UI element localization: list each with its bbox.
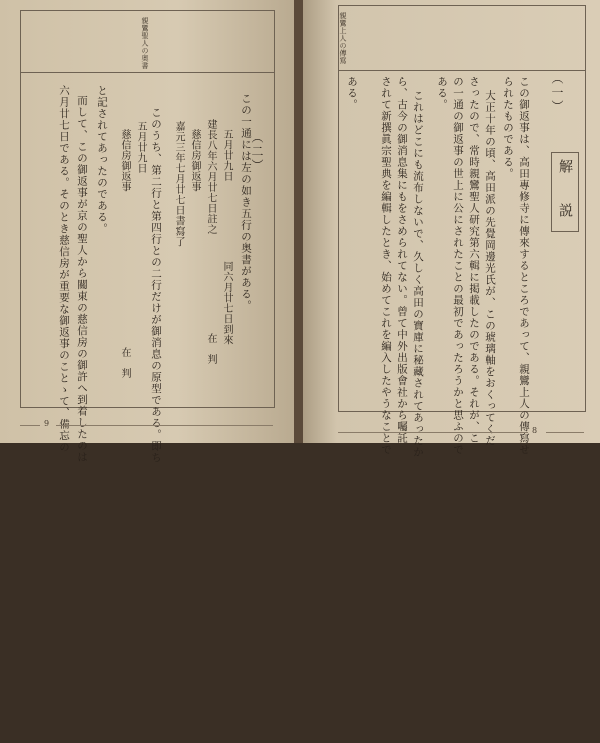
left-para1-date: 五月廿九日 xyxy=(135,121,146,174)
left-para1-close: と記されてあったのである。 xyxy=(96,85,108,235)
left-para1-sender: 慈信房御返事 xyxy=(119,129,130,192)
left-header-rule xyxy=(20,72,274,73)
colophon-sender: 慈信房御返事 xyxy=(189,129,200,192)
colophon-copied: 嘉元三年七月廿七日書寫了 xyxy=(173,121,184,247)
right-header-rule xyxy=(338,70,585,71)
right-line-5: の一通の御返事の世上に公にされたことの最初であったろうかと思ふので xyxy=(452,76,464,456)
right-section-marker: （一） xyxy=(550,72,564,114)
colophon-seal: 在 判 xyxy=(205,333,216,365)
commentary-title: 解 説 xyxy=(551,152,579,232)
right-line-6: ある。 xyxy=(436,76,448,111)
right-line-2: られたものである。 xyxy=(502,76,514,180)
colophon-date1: 五月廿九日 xyxy=(221,129,232,182)
right-line-1: この御返事は、高田專修寺に傳來するところであって、親鸞上人の傳寫せ xyxy=(518,76,530,456)
colophon-date2: 建長八年六月廿七日註之 xyxy=(205,119,216,235)
right-line-8: ら、古今の御消息集にもをさめられてない。曾て中外出版會社から囑託 xyxy=(396,76,408,444)
right-page-number: 8 xyxy=(532,426,538,435)
right-line-10: ある。 xyxy=(346,76,358,111)
right-line-7: これはどこにも流布しないで、久しく高田の寶庫に秘藏されてあったか xyxy=(412,90,424,458)
colophon-received: 同六月廿七日到來 xyxy=(221,261,232,345)
left-running-header: 親鸞聖人の奥書 xyxy=(141,17,149,70)
book-gutter xyxy=(294,0,303,443)
right-line-9: されて新撰眞宗聖典を編輯したとき、始めてこれを編入したやうなことで xyxy=(380,76,392,456)
right-running-header: 親鸞上人の傳寫 xyxy=(339,12,347,65)
right-line-3: 大正十年の頃、高田派の先覺岡邊光氏が、この琥璃軸をおくってくだ xyxy=(484,90,496,447)
left-para1-seal: 在 判 xyxy=(119,347,130,379)
left-page-number: 9 xyxy=(44,419,50,428)
left-intro-line: この一通には左の如き五行の奥書がある。 xyxy=(240,93,252,312)
left-page-frame xyxy=(20,10,275,464)
right-page-frame xyxy=(338,5,586,458)
left-para1-line1: このうち、第二行と第四行との二行だけが御消息の原型である。即ち xyxy=(150,107,162,464)
left-section-marker: （二） xyxy=(250,131,264,173)
left-para2-line1: 而して、この御返事が京の聖人から關東の慈信房の御許へ到着したのは xyxy=(76,95,88,463)
right-line-4: さったので、常時親鸞聖人研究第六輯に掲載したのである。それが、こ xyxy=(468,76,480,444)
left-para2-line2: 六月廿七日である。そのとき慈信房が重要な御返事のことゝて、備忘の xyxy=(58,85,70,453)
